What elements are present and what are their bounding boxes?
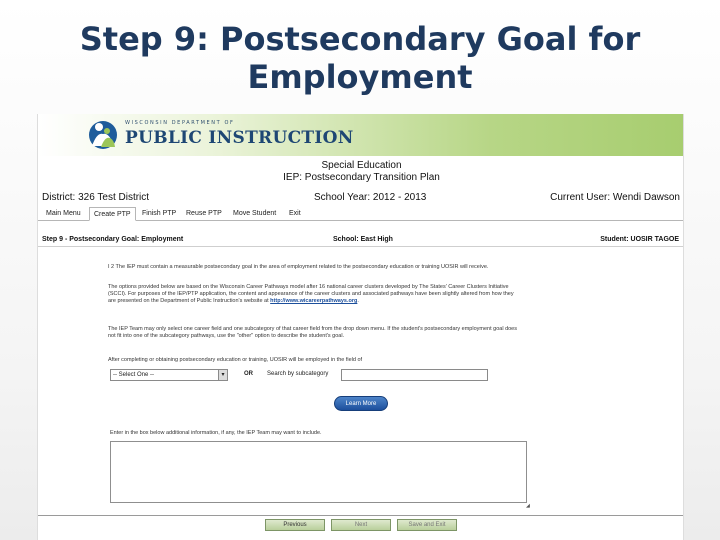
additional-info-label: Enter in the box below additional information, if any, the IEP Team may want to include. <box>110 430 322 436</box>
app-title-line2: IEP: Postsecondary Transition Plan <box>283 172 440 183</box>
menu-item-finish-ptp[interactable]: Finish PTP <box>142 210 177 217</box>
career-pathways-end: . <box>357 298 359 304</box>
previous-button[interactable]: Previous <box>265 519 325 531</box>
resize-grip-icon[interactable]: ◢ <box>526 503 530 509</box>
app-title <box>38 160 684 184</box>
instruction-measurable-goal: I 2 The IEP must contain a measurable postsecondary goal in the area of employment related to the postsecondary education or training UOSIR will receive. <box>108 264 489 270</box>
slide-title-line1: Step 9: Postsecondary Goal for <box>79 20 641 58</box>
dpi-banner <box>38 114 684 156</box>
career-field-select[interactable] <box>110 369 228 381</box>
slide-title <box>0 20 720 96</box>
or-label: OR <box>244 371 253 377</box>
info-row <box>42 192 680 204</box>
student-label: Student: UOSIR TAGOE <box>600 236 679 243</box>
next-button[interactable]: Next <box>331 519 391 531</box>
save-and-exit-button[interactable]: Save and Exit <box>397 519 457 531</box>
career-pathways-text: The options provided below are based on the Wisconsin Career Pathways model after 16 national career clusters developed by The States' Career Clusters Initiative (SCCI). For purposes of the IEP/PTP application, the content and appearance of the career clusters and associated pathways have been slightly altered from how they are presented on the Department of Public Instruction's website at <box>108 284 514 304</box>
menu-item-create-ptp[interactable]: Create PTP <box>89 207 136 221</box>
app-screenshot <box>37 114 684 540</box>
app-title-line1: Special Education <box>321 160 402 171</box>
step-label: Step 9 - Postsecondary Goal: Employment <box>42 236 184 243</box>
learn-more-button[interactable]: Learn More <box>334 396 388 411</box>
org-small-text: WISCONSIN DEPARTMENT OF <box>125 120 235 126</box>
career-pathways-link[interactable]: http://www.wicareerpathways.org <box>270 298 358 304</box>
search-subcategory-input[interactable] <box>341 369 488 381</box>
chevron-down-icon[interactable]: ▾ <box>218 370 227 380</box>
school-year-label: School Year: 2012 - 2013 <box>314 192 427 203</box>
employment-field-prompt: After completing or obtaining postsecondary education or training, UOSIR will be employed in the field of <box>108 357 363 363</box>
instruction-select-one: The IEP Team may only select one career field and one subcategory of that career field from the drop down menu. If the student's postsecondary employment goal does not fit into one of the subcategory pathways, use the "other" option to describe the student's goal. <box>108 326 517 339</box>
current-user-label: Current User: Wendi Dawson <box>550 192 680 203</box>
menu-item-exit[interactable]: Exit <box>289 210 301 217</box>
org-big-text: PUBLIC INSTRUCTION <box>125 128 354 148</box>
slide-title-line2: Employment <box>247 58 473 96</box>
main-menu-bar <box>38 207 684 221</box>
menu-item-main-menu[interactable]: Main Menu <box>46 210 81 217</box>
instruction-career-pathways <box>108 284 518 305</box>
career-select-row <box>110 369 530 381</box>
step-header <box>38 235 684 247</box>
dpi-logo-icon <box>88 118 118 152</box>
footer-divider <box>38 515 684 516</box>
menu-item-reuse-ptp[interactable]: Reuse PTP <box>186 210 222 217</box>
menu-item-move-student[interactable]: Move Student <box>233 210 277 217</box>
career-field-select-value: -- Select One -- <box>113 372 155 378</box>
additional-info-textarea[interactable] <box>110 441 527 503</box>
search-subcategory-label: Search by subcategory <box>267 371 329 377</box>
school-label: School: East High <box>333 236 393 243</box>
district-label: District: 326 Test District <box>42 192 150 203</box>
